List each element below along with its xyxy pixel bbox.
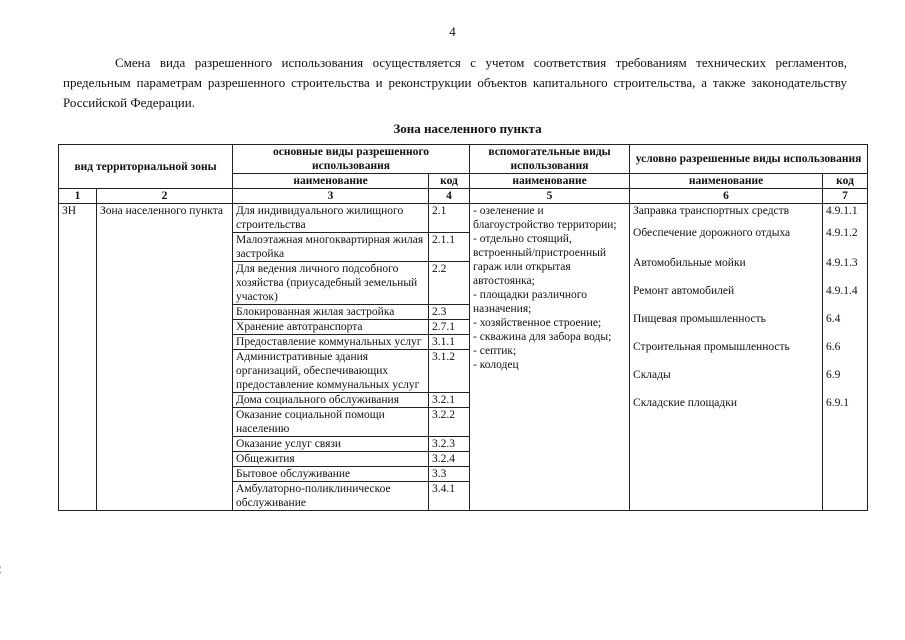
main-use-code: 2.1.1: [429, 233, 470, 262]
aux-uses-cell: [470, 204, 630, 511]
header-cond-name: наименование: [630, 174, 823, 189]
header-main-name: наименование: [233, 174, 429, 189]
main-use-name: Оказание услуг связи: [233, 437, 429, 452]
header-main-uses: основные виды разрешенного использования: [233, 145, 470, 174]
cond-use-name: Складские площадки: [633, 397, 738, 409]
column-number: 5: [470, 189, 630, 204]
cond-use-name: Склады: [633, 369, 671, 381]
column-number: 2: [97, 189, 233, 204]
aux-use-item: - септик;: [473, 345, 517, 357]
main-use-code: 3.2.4: [429, 452, 470, 467]
header-cond-code: код: [823, 174, 868, 189]
aux-use-item: - скважина для забора воды;: [473, 331, 612, 343]
main-use-code: 2.1: [429, 204, 470, 233]
cond-use-name: Автомобильные мойки: [633, 257, 746, 269]
zone-table: [58, 144, 868, 511]
main-use-name: Блокированная жилая застройка: [233, 305, 429, 320]
main-use-code: 3.2.2: [429, 408, 470, 437]
main-use-name: Амбулаторно-поликлиническое обслуживание: [233, 482, 429, 511]
main-use-code: 2.7.1: [429, 320, 470, 335]
main-use-name: Оказание социальной помощи населению: [233, 408, 429, 437]
header-aux-name: наименование: [470, 174, 630, 189]
main-use-code: 2.2: [429, 262, 470, 305]
aux-use-item: - площадки различного назначения;: [473, 289, 587, 315]
cond-use-name: Ремонт автомобилей: [633, 285, 735, 297]
main-use-name: Для индивидуального жилищного строительства: [233, 204, 429, 233]
main-use-name: Дома социального обслуживания: [233, 393, 429, 408]
section-title: Зона населенного пункта: [393, 121, 542, 136]
main-use-code: 3.2.3: [429, 437, 470, 452]
main-use-code: 3.1.2: [429, 350, 470, 393]
column-number: 6: [630, 189, 823, 204]
cond-use-code: 6.4: [826, 313, 841, 325]
main-use-name: Административные здания организаций, обеспечивающих предоставление коммунальных услуг: [233, 350, 429, 393]
cond-use-code: 4.9.1.3: [826, 257, 858, 269]
header-cond-uses: условно разрешенные виды использования: [630, 145, 868, 174]
cond-uses-name-cell: [630, 204, 823, 511]
column-number: 4: [429, 189, 470, 204]
aux-use-item: - хозяйственное строение;: [473, 317, 602, 329]
cond-use-name: Строительная промышленность: [633, 341, 790, 353]
main-use-name: Общежития: [233, 452, 429, 467]
zone-code: ЗН: [59, 204, 97, 511]
main-use-code: 3.1.1: [429, 335, 470, 350]
cond-use-name: Заправка транспортных средств: [633, 205, 790, 217]
cond-use-code: 4.9.1.1: [826, 205, 858, 217]
cond-uses-code-cell: [823, 204, 868, 511]
aux-use-item: - колодец: [473, 359, 519, 371]
column-number: 3: [233, 189, 429, 204]
cond-use-code: 6.9.1: [826, 397, 850, 409]
cond-use-code: 4.9.1.2: [826, 227, 858, 239]
main-use-code: 3.3: [429, 467, 470, 482]
column-number: 1: [59, 189, 97, 204]
main-use-name: Для ведения личного подсобного хозяйства (приусадебный земельный участок): [233, 262, 429, 305]
edge-mark: ¦: [0, 565, 2, 574]
cond-use-name: Обеспечение дорожного отдыха: [633, 227, 791, 239]
cond-use-name: Пищевая промышленность: [633, 313, 766, 325]
cond-use-code: 4.9.1.4: [826, 285, 858, 297]
zone-name: Зона населенного пункта: [97, 204, 233, 511]
intro-paragraph: Смена вида разрешенного использования осуществляется с учетом соответствия требованиям технических регламентов, предельным параметрам разрешенного строительства и реконструкции объектов капитального строительства, а также законодательству Российской Федерации.: [63, 55, 847, 110]
header-aux-uses: вспомогательные виды использования: [470, 145, 630, 174]
header-main-code: код: [429, 174, 470, 189]
main-use-name: Предоставление коммунальных услуг: [233, 335, 429, 350]
main-use-code: 3.2.1: [429, 393, 470, 408]
main-use-name: Бытовое обслуживание: [233, 467, 429, 482]
cond-use-code: 6.6: [826, 341, 841, 353]
page-number: 4: [449, 24, 456, 39]
main-use-row: [59, 204, 868, 233]
aux-use-item: - отдельно стоящий, встроенный/пристроенный гараж или открытая автостоянка;: [473, 233, 607, 287]
main-use-name: Хранение автотранспорта: [233, 320, 429, 335]
header-territorial-zone: вид территориальной зоны: [59, 145, 233, 189]
main-use-code: 2.3: [429, 305, 470, 320]
cond-use-code: 6.9: [826, 369, 841, 381]
main-use-code: 3.4.1: [429, 482, 470, 511]
aux-use-item: - озеленение и благоустройство территории;: [473, 205, 617, 231]
column-number: 7: [823, 189, 868, 204]
main-use-name: Малоэтажная многоквартирная жилая застройка: [233, 233, 429, 262]
